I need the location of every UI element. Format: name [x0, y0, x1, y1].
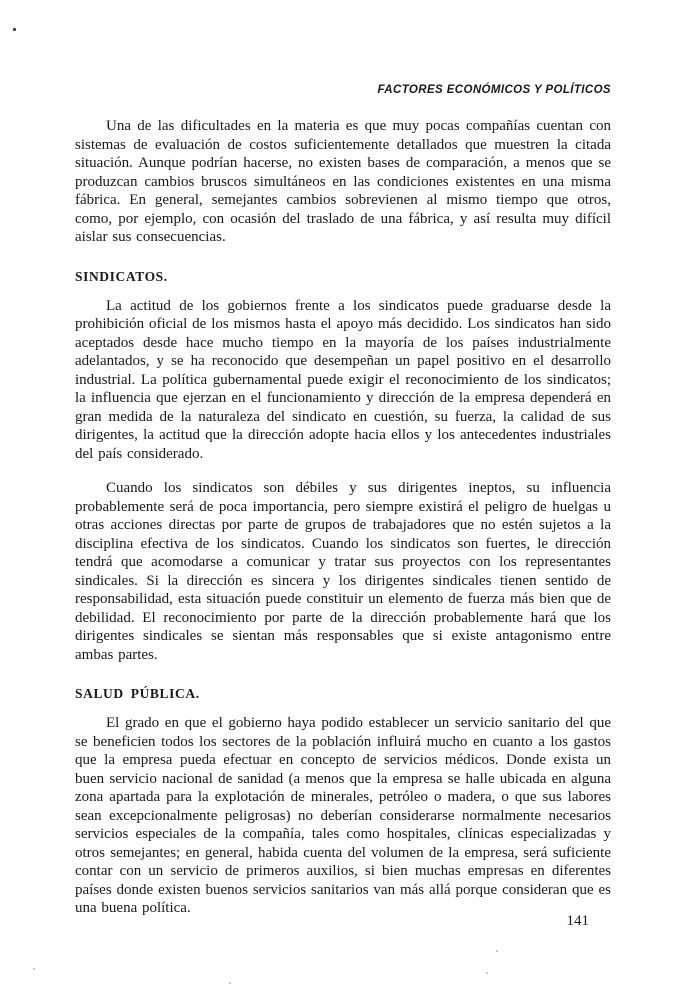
paragraph-sindicatos-2: Cuando los sindicatos son débiles y sus dirigentes ineptos, su influencia probablemente será de poca importancia, pero siempre existirá el peligro de huelgas u otras acciones directas por parte de grupos de trabajadores que no estén sujetos a la disciplina efectiva de los sindicatos. Cuando los sindicatos son fuertes, le dirección tendrá que acomodarse a comunicar y tratar sus proyectos con los representantes sindicales. Si la dirección es sincera y los dirigentes sindicales tienen sentido de responsabilidad, esta situación puede constituir un elemento de fuerza más bien que de debilidad. El reconocimiento por parte de la dirección probablemente hará que los dirigentes sindicales se sientan más responsables que si existe antagonismo entre ambas partes.	[75, 480, 611, 663]
section-heading-salud-publica: SALUD PÚBLICA.	[75, 686, 200, 701]
text-block	[75, 84, 611, 934]
paragraph-salud-publica-1: El grado en que el gobierno haya podido establecer un servicio sanitario del que se beneficien todos los sectores de la población influirá mucho en cuanto a los gastos que la empresa pueda efectuar en concepto de servicios médicos. Donde exista un buen servicio nacional de sanidad (a menos que la empresa se halle ubicada en alguna zona apartada para la explotación de minerales, petróleo o madera, o que sus labores sean excepcionalmente peligrosas) no deberían considerarse normalmente necesarios servicios especiales de la compañía, tales como hospitales, clínicas especializadas y otros semejantes; en general, habida cuenta del volumen de la empresa, será suficiente contar con un servicio de primeros auxilios, si bien muchas empresas en diferentes países donde existen buenos servicios sanitarios van más allá porque consideran que es una buena política.	[75, 715, 611, 916]
scan-speck	[486, 972, 488, 974]
running-header: FACTORES ECONÓMICOS Y POLÍTICOS	[377, 84, 611, 96]
intro-paragraph: Una de las dificultades en la materia es que muy pocas compañías cuentan con sistemas de evaluación de costos suficientemente detallados que muestren la citada situación. Aunque podrían hacerse, no existen bases de comparación, a menos que se produzcan cambios bruscos simultáneos en las condiciones existentes en una misma fábrica. En general, semejantes cambios sobrevienen al mismo tiempo que otros, como, por ejemplo, con ocasión del traslado de una fábrica, y así resulta muy difícil aislar sus consecuencias.	[75, 118, 611, 245]
scan-speck	[33, 968, 35, 970]
scan-speck	[13, 28, 16, 31]
scan-speck	[496, 950, 498, 952]
paragraph-sindicatos-1: La actitud de los gobiernos frente a los sindicatos puede graduarse desde la prohibición oficial de los mismos hasta el apoyo más decidido. Los sindicatos han sido aceptados desde hace mucho tiempo en la mayoría de los países industrialmente adelantados, y se ha reconocido que desempeñan un papel positivo en el desarrollo industrial. La política gubernamental puede exigir el reconocimiento de los sindicatos; la influencia que ejerzan en el funcionamiento y dirección de la empresa dependerá en gran medida de la naturaleza del sindicato en cuestión, su fuerza, la calidad de sus dirigentes, la actitud que la dirección adopte hacia ellos y los antecedentes industriales del país considerado.	[75, 297, 611, 462]
scan-speck	[229, 982, 231, 984]
section-heading-sindicatos: SINDICATOS.	[75, 268, 168, 284]
page-number: 141	[566, 913, 589, 929]
